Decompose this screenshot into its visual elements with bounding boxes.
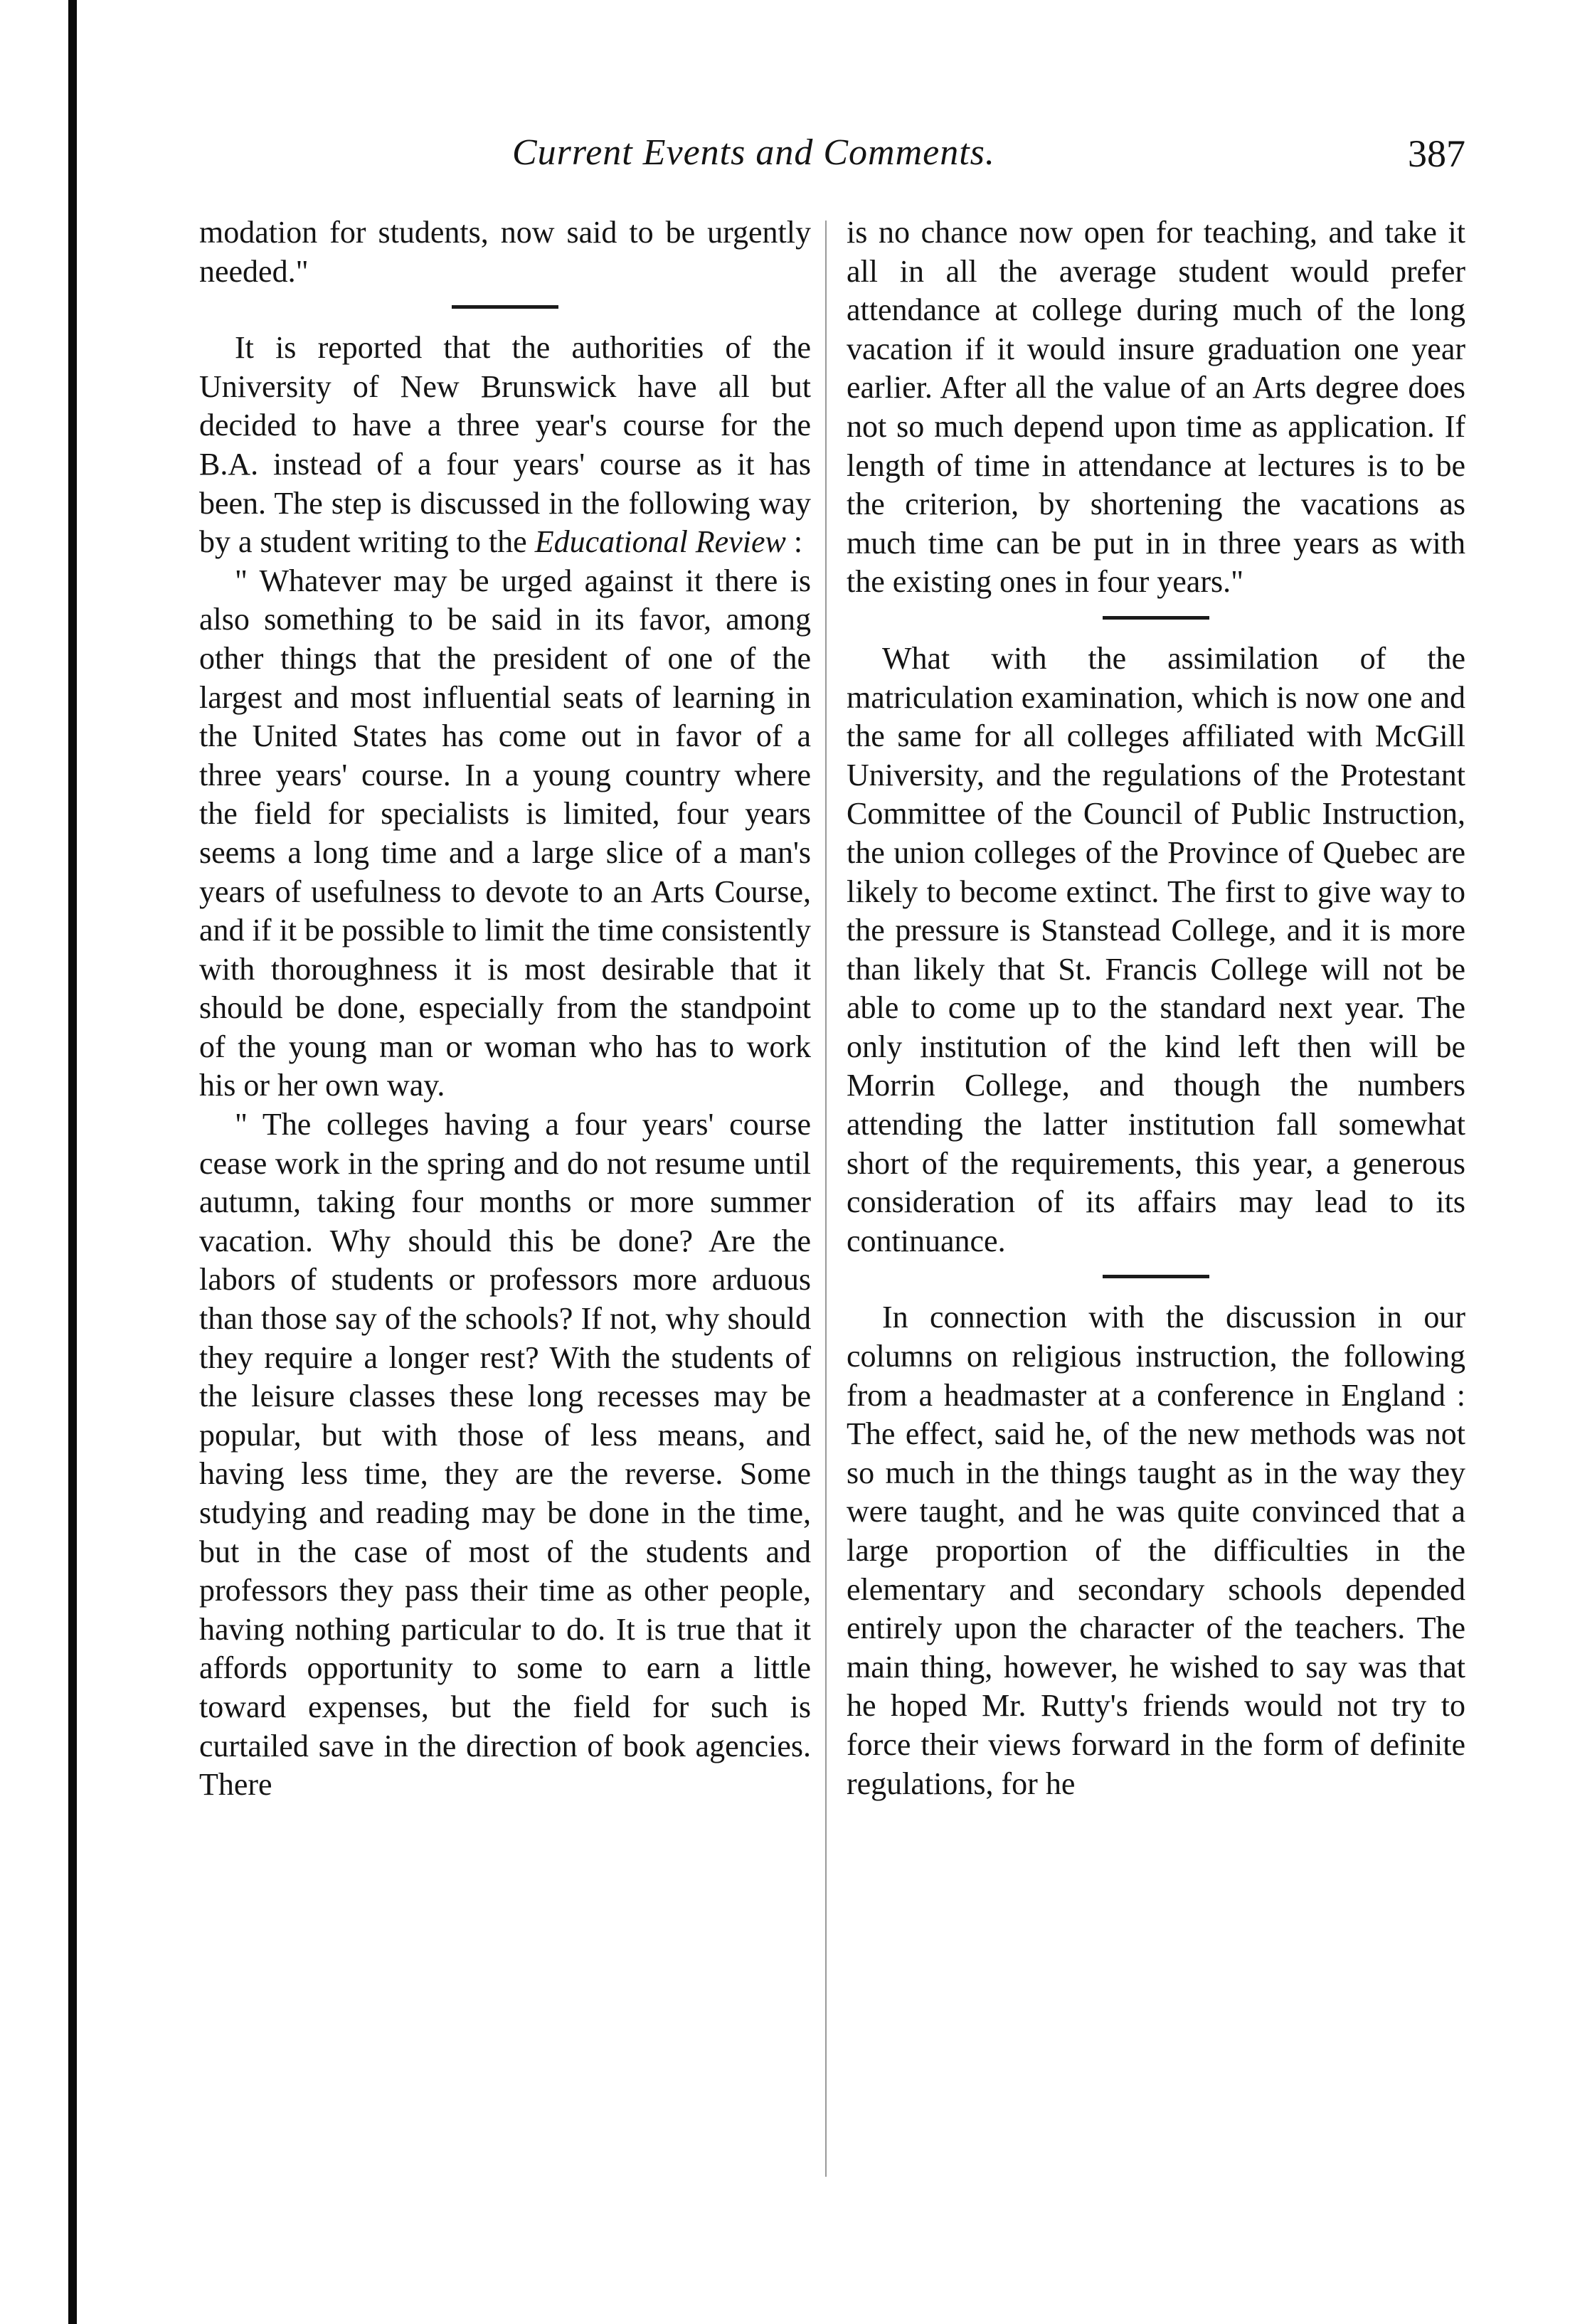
right-paragraph-1: is no chance now open for teaching, and take it all in all the average student would prefer attendance at college during much of the long vacation if it would insure graduation one year earlier. After all the value of an Arts degree does not so much depend upon time as application. If length of time in attendance at lectures is to be the criterion, by shortening the vacations as much time can be put in in three years as with the existing ones in four years."	[847, 215, 1465, 600]
section-separator	[452, 305, 558, 309]
column-divider	[825, 221, 827, 2177]
scan-edge-bar	[68, 0, 77, 2324]
left-paragraph-2-tail: :	[785, 524, 803, 560]
left-paragraph-2-text: It is reported that the authorities of the University of New Brunswick have all but decided to have a three year's course for the B.A. instead of a four years' course as it has been. The step is discussed in the following way by a student writing to the	[199, 330, 811, 560]
left-paragraph-2	[199, 329, 811, 562]
right-column	[847, 213, 1465, 1803]
running-header	[199, 132, 1465, 181]
page-number: 387	[1408, 132, 1465, 175]
section-separator	[1103, 616, 1209, 620]
section-separator	[1103, 1275, 1209, 1278]
publication-title: Educational Review	[534, 524, 786, 560]
right-paragraph-3: In connection with the discussion in our columns on religious instruction, the following from a headmaster at a conference in England : The effect, said he, of the new methods was not so much in the things taught as in the way they were taught, and he was quite convinced that a large proportion of the difficulties in the elementary and secondary schools depended entirely upon the character of the teachers. The main thing, however, he wished to say was that he hoped Mr. Rutty's friends would not try to force their views forward in the form of definite regulations, for he	[847, 1300, 1465, 1801]
left-paragraph-1: modation for students, now said to be urgently needed."	[199, 215, 811, 289]
running-title: Current Events and Comments.	[512, 132, 995, 173]
left-paragraph-3: " Whatever may be urged against it there is also something to be said in its favor, among other things that the president of one of the largest and most influential seats of learning in the United States has come out in favor of a three years' course. In a young country where the field for specialists is limited, four years seems a long time and a large slice of a man's years of usefulness to devote to an Arts Course, and if it be possible to limit the time consistently with thoroughness it is most desirable that it should be done, especially from the standpoint of the young man or woman who has to work his or her own way.	[199, 563, 811, 1103]
left-column	[199, 213, 811, 1805]
left-paragraph-4: " The colleges having a four years' course cease work in the spring and do not resume until autumn, taking four months or more summer vacation. Why should this be done? Are the labors of students or professors more arduous than those say of the schools? If not, why should they require a longer rest? With the students of the leisure classes these long recesses may be popular, but with those of less means, and having less time, they are the reverse. Some studying and reading may be done in the time, but in the case of most of the students and professors they pass their time as other people, having nothing particular to do. It is true that it affords opportunity to some to earn a little toward expenses, but the field for such is curtailed save in the direction of book agencies. There	[199, 1107, 811, 1803]
right-paragraph-2: What with the assimilation of the matriculation examination, which is now one and the same for all colleges affiliated with McGill University, and the regulations of the Protestant Committee of the Council of Public Instruction, the union colleges of the Province of Quebec are likely to become extinct. The first to give way to the pressure is Stanstead College, and it is more than likely that St. Francis College will not be able to come up to the standard next year. The only institution of the kind left then will be Morrin College, and though the numbers attending the latter institution fall somewhat short of the requirements, this year, a generous consideration of its affairs may lead to its continuance.	[847, 640, 1465, 1258]
